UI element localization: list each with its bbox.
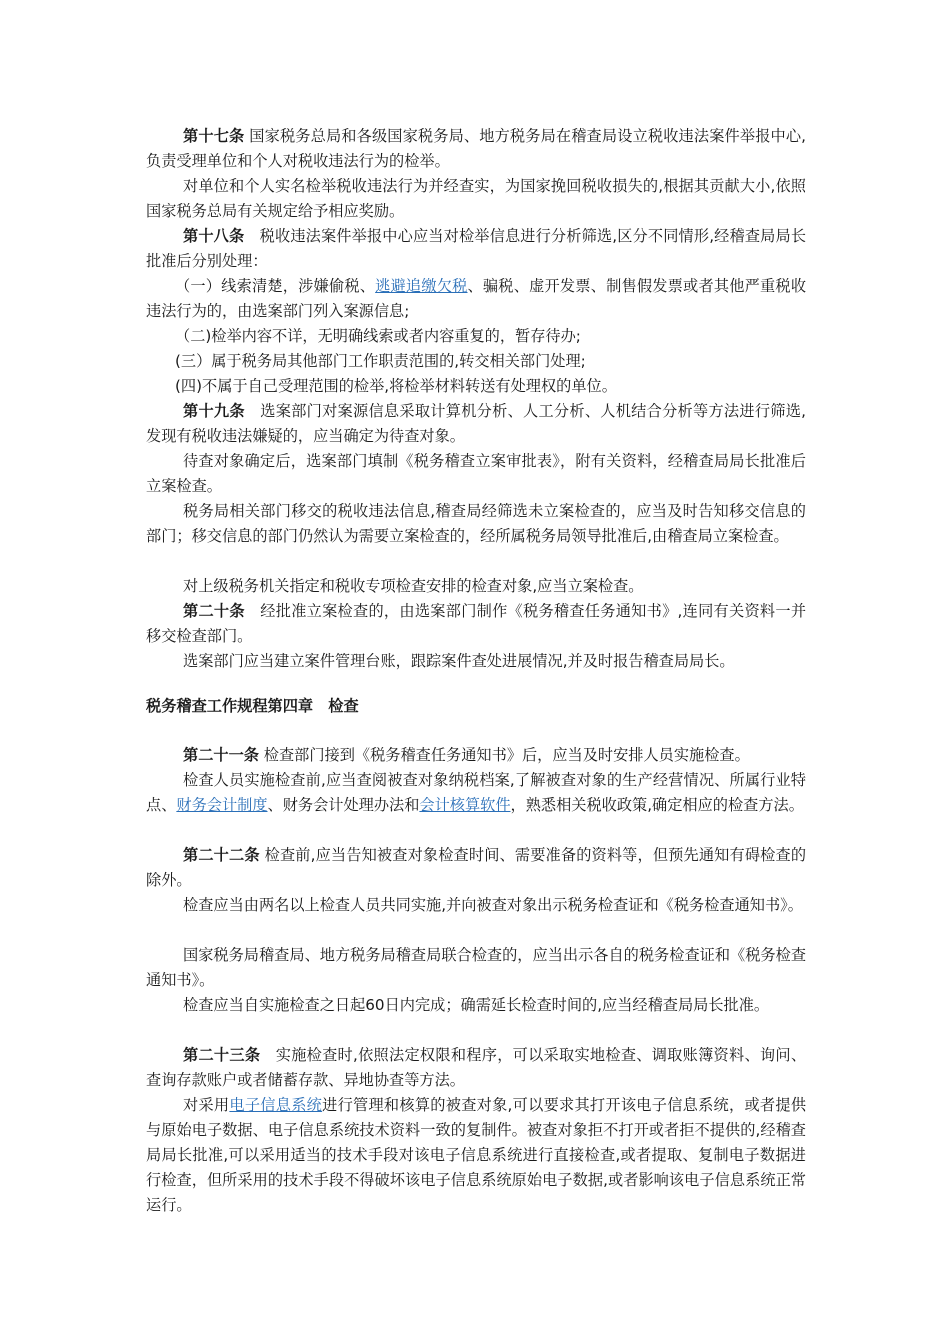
- preparation-paragraph: [146, 768, 806, 818]
- article-20-paragraph: [146, 599, 806, 649]
- ledger-paragraph: [146, 649, 806, 674]
- paragraph-text: ，熟悉相关税收政策,确定相应的检查方法。: [510, 796, 804, 814]
- item-3-paragraph: [146, 349, 806, 374]
- paragraph-text: （二)检举内容不详，无明确线索或者内容重复的，暂存待办;: [175, 327, 581, 345]
- chapter-heading: 税务稽查工作规程第四章 检查: [146, 697, 359, 715]
- accounting-software-link[interactable]: 会计核算软件: [419, 796, 511, 814]
- filing-paragraph: [146, 449, 806, 499]
- article-number: 第十九条: [183, 402, 245, 420]
- reward-paragraph: [146, 174, 806, 224]
- paragraph-text: 对上级税务机关指定和税收专项检查安排的检查对象,应当立案检查。: [183, 577, 644, 595]
- paragraph-text: 、财务会计处理办法和: [267, 796, 420, 814]
- tax-evasion-link[interactable]: 逃避追缴欠税: [375, 277, 468, 295]
- superior-paragraph: [146, 574, 806, 599]
- inspectors-paragraph: [146, 893, 806, 918]
- paragraph-text: 进行管理和核算的被查对象,可以要求其打开该电子信息系统，或者提供与原始电子数据、电子信息系统技术资料一致的复制件。被查对象拒不打开或者拒不提供的,经稽查局局长批准,可以采用适当的技术手段对该电子信息系统进行直接检查,或者提取、复制电子数据进行检查，但所采用的技术手段不得破坏该电子信息系统原始电子数据,或者影响该电子信息系统正常运行。: [146, 1096, 807, 1214]
- item-1-paragraph: [146, 274, 806, 324]
- paragraph-text: （一）线索清楚，涉嫌偷税、: [175, 277, 376, 295]
- paragraph-text: 经批准立案检查的，由选案部门制作《税务稽查任务通知书》,连同有关资料一并移交检查部门。: [146, 602, 807, 645]
- paragraph-text: (三）属于税务局其他部门工作职责范围的,转交相关部门处理;: [175, 352, 586, 370]
- item-4-paragraph: [146, 374, 806, 399]
- paragraph-text: 检查应当自实施检查之日起60日内完成；确需延长检查时间的,应当经稽查局局长批准。: [183, 996, 770, 1014]
- article-number: 第十七条: [183, 127, 245, 145]
- paragraph-text: 选案部门对案源信息采取计算机分析、人工分析、人机结合分析等方法进行筛选,发现有税收违法嫌疑的，应当确定为待查对象。: [146, 402, 807, 445]
- electronic-system-paragraph: [146, 1093, 806, 1218]
- paragraph-text: 税务局相关部门移交的税收违法信息,稽查局经筛选未立案检查的，应当及时告知移交信息的部门；移交信息的部门仍然认为需要立案检查的，经所属税务局领导批准后,由稽查局立案检查。: [146, 502, 806, 545]
- article-number: 第二十条: [183, 602, 245, 620]
- article-18-paragraph: [146, 224, 806, 274]
- paragraph-text: 检查前,应当告知被查对象检查时间、需要准备的资料等，但预先通知有碍检查的除外。: [146, 846, 807, 889]
- paragraph-text: 税收违法案件举报中心应当对检举信息进行分析筛选,区分不同情形,经稽查局局长批准后分别处理：: [146, 227, 807, 270]
- paragraph-text: 实施检查时,依照法定权限和程序，可以采取实地检查、调取账簿资料、询问、查询存款账户或者储蓄存款、异地协查等方法。: [146, 1046, 807, 1089]
- paragraph-text: 检查部门接到《税务稽查任务通知书》后，应当及时安排人员实施检查。: [258, 746, 750, 764]
- article-23-paragraph: [146, 1043, 806, 1093]
- article-number: 第二十三条: [183, 1046, 261, 1064]
- paragraph-text: 待查对象确定后，选案部门填制《税务稽查立案审批表》，附有关资料，经稽查局局长批准后立案检查。: [146, 452, 806, 495]
- paragraph-text: 检查应当由两名以上检查人员共同实施,并向被查对象出示税务检查证和《税务检查通知书》。: [183, 896, 803, 914]
- article-17-paragraph: [146, 124, 806, 174]
- paragraph-text: 对单位和个人实名检举税收违法行为并经查实，为国家挽回税收损失的,根据其贡献大小,依照国家税务总局有关规定给予相应奖励。: [146, 177, 806, 220]
- article-22-paragraph: [146, 843, 806, 893]
- article-number: 第二十二条: [183, 846, 260, 864]
- time-limit-paragraph: [146, 993, 806, 1018]
- paragraph-text: 国家税务局稽查局、地方税务局稽查局联合检查的，应当出示各自的税务检查证和《税务检查通知书》。: [146, 946, 806, 989]
- item-2-paragraph: [146, 324, 806, 349]
- article-number: 第十八条: [183, 227, 245, 245]
- paragraph-text: (四)不属于自己受理范围的检举,将检举材料转送有处理权的单位。: [175, 377, 617, 395]
- electronic-information-system-link[interactable]: 电子信息系统: [229, 1096, 323, 1114]
- article-19-paragraph: [146, 399, 806, 449]
- financial-accounting-system-link[interactable]: 财务会计制度: [176, 796, 268, 814]
- article-number: 第二十一条: [183, 746, 259, 764]
- paragraph-text: 选案部门应当建立案件管理台账，跟踪案件查处进展情况,并及时报告稽查局局长。: [183, 652, 735, 670]
- paragraph-text: 、骗税、虚开发票、制售假发票或者其他严重税收违法行为的，由选案部门列入案源信息;: [146, 277, 807, 320]
- paragraph-text: 对采用: [183, 1096, 230, 1114]
- joint-inspection-paragraph: [146, 943, 806, 993]
- article-21-paragraph: [146, 743, 806, 768]
- transfer-paragraph: [146, 499, 806, 549]
- paragraph-text: 检查人员实施检查前,应当查阅被查对象纳税档案,了解被查对象的生产经营情况、所属行业特点、: [146, 771, 806, 814]
- paragraph-text: 国家税务总局和各级国家税务局、地方税务局在稽查局设立税收违法案件举报中心,负责受理单位和个人对税收违法行为的检举。: [146, 127, 807, 170]
